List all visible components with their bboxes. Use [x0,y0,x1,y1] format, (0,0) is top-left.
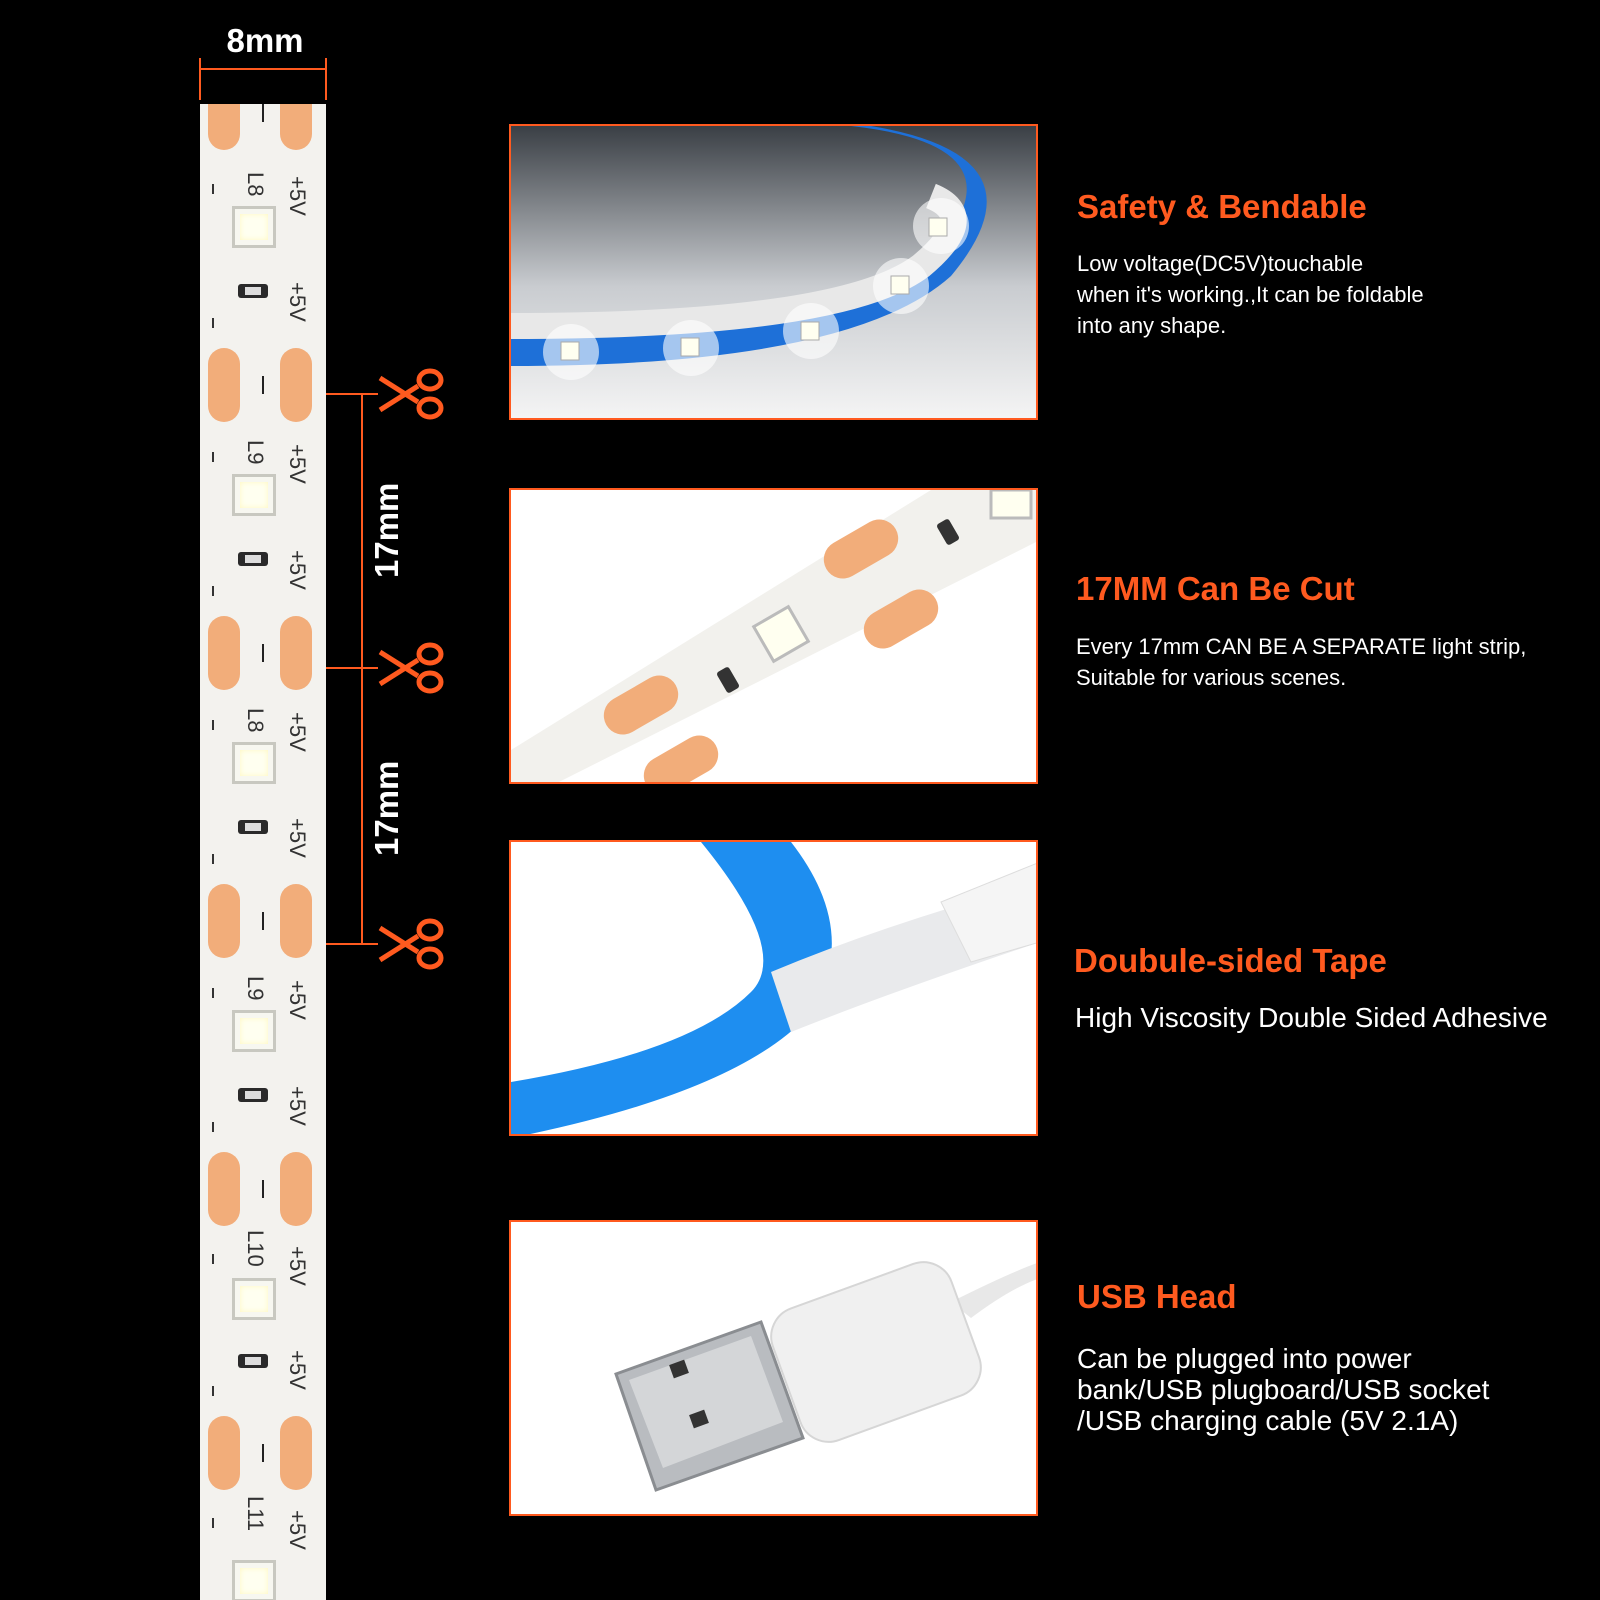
photo-usb-head [509,1220,1038,1516]
led-label: L9 [243,976,268,1001]
cut-interval-label-1: 17mm [368,482,405,578]
solder-pad [280,104,312,150]
led-label: L10 [243,1230,268,1267]
cut-leader-3 [326,943,378,945]
cut-mark [262,104,264,122]
scissors-icon [378,642,448,694]
solder-pad [208,104,240,150]
solder-pad [208,1416,240,1490]
cut-mark [262,376,264,394]
feature-desc-line: Low voltage(DC5V)touchable [1077,251,1364,276]
photo-bendable-strip [509,124,1038,420]
polarity-tick [212,586,214,596]
voltage-label: +5V [285,444,310,484]
polarity-tick [212,988,214,998]
cut-mark [262,644,264,662]
resistor [238,820,268,834]
width-dimension-line [199,68,327,70]
feature-desc-line: into any shape. [1077,313,1227,338]
led-label: L11 [243,1496,268,1532]
resistor [238,284,268,298]
polarity-tick [212,318,214,328]
feature-title-cut: 17MM Can Be Cut [1076,570,1355,607]
solder-pad [280,884,312,958]
led-chip [232,474,276,516]
voltage-label: +5V [285,1246,310,1286]
solder-pad [208,1152,240,1226]
led-chip [232,1560,276,1600]
polarity-tick [212,1254,214,1264]
led-label: L8 [243,172,268,197]
polarity-tick [212,452,214,462]
scissors-icon [378,368,448,420]
resistor [238,1354,268,1368]
feature-desc-line: /USB charging cable (5V 2.1A) [1077,1405,1459,1436]
feature-desc-line: Can be plugged into power [1077,1343,1412,1374]
led-chip [232,1010,276,1052]
solder-pad [280,1152,312,1226]
led-strip [200,104,326,1600]
cut-dimension-line [361,394,363,944]
cut-mark [262,912,264,930]
polarity-tick [212,1122,214,1132]
polarity-tick [212,720,214,730]
feature-desc-line: Every 17mm CAN BE A SEPARATE light strip, [1076,634,1527,659]
feature-desc-cut [1076,631,1526,693]
solder-pad [208,616,240,690]
feature-desc-safety [1077,248,1424,341]
cut-leader-1 [326,393,378,395]
led-label: L8 [243,708,268,733]
led-chip [232,742,276,784]
width-dimension-tick-right [325,58,327,100]
feature-desc-line: bank/USB plugboard/USB socket [1077,1374,1490,1405]
cut-mark [262,1180,264,1198]
polarity-tick [212,1386,214,1396]
width-dimension-tick-left [199,58,201,100]
cut-leader-2 [326,667,378,669]
led-chip [232,1278,276,1320]
photo-cuttable-strip [509,488,1038,784]
resistor [238,552,268,566]
led-label: L9 [243,440,268,465]
feature-title-usb: USB Head [1077,1278,1237,1315]
voltage-label: +5V [285,1086,310,1126]
cut-mark [262,1444,264,1462]
voltage-label: +5V [285,282,310,322]
polarity-tick [212,184,214,194]
voltage-label: +5V [285,550,310,590]
photo-double-sided-tape [509,840,1038,1136]
solder-pad [280,1416,312,1490]
led-chip [232,206,276,248]
voltage-label: +5V [285,1350,310,1390]
cut-interval-label-2: 17mm [368,760,405,856]
strip-width-label: 8mm [226,22,304,59]
feature-desc-usb [1077,1343,1489,1436]
feature-desc-tape [1075,1001,1548,1035]
solder-pad [280,348,312,422]
feature-title-safety: Safety & Bendable [1077,188,1367,225]
voltage-label: +5V [285,176,310,216]
resistor [238,1088,268,1102]
feature-desc-line: High Viscosity Double Sided Adhesive [1075,1002,1548,1033]
feature-desc-line: when it's working.,It can be foldable [1077,282,1424,307]
polarity-tick [212,854,214,864]
voltage-label: +5V [285,980,310,1020]
feature-desc-line: Suitable for various scenes. [1076,665,1347,690]
voltage-label: +5V [285,818,310,858]
solder-pad [208,348,240,422]
feature-title-tape: Doubule-sided Tape [1074,942,1387,979]
voltage-label: +5V [285,712,310,752]
solder-pad [280,616,312,690]
polarity-tick [212,1518,214,1528]
scissors-icon [378,918,448,970]
voltage-label: +5V [285,1510,310,1550]
solder-pad [208,884,240,958]
